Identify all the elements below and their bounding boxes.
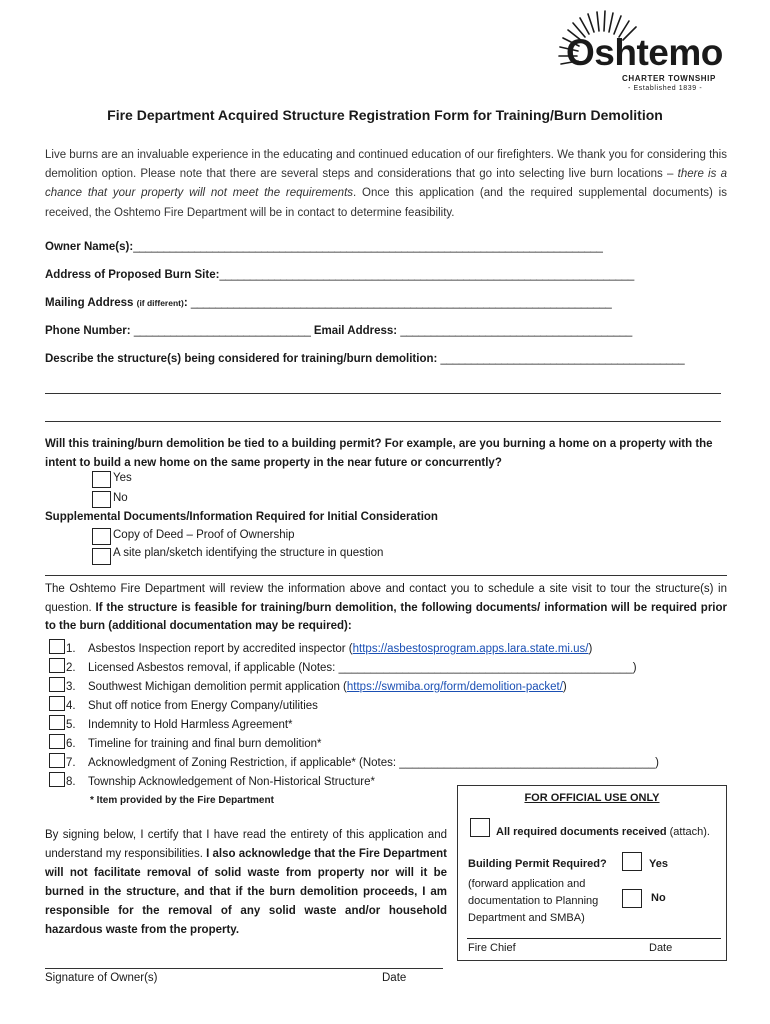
- required-item: [66, 757, 659, 769]
- intro-text-end: . Once this application (and the required supplemental documents) is received, the Oshtemo Fire Department will be in contact to determine feasibility.: [45, 187, 727, 219]
- fire-dept-note: * Item provided by the Fire Department: [90, 795, 274, 806]
- item-1-checkbox[interactable]: [49, 639, 65, 654]
- mailing-address-field[interactable]: Mailing Address (if different): _____________________________________________________________________: [45, 297, 612, 309]
- item-text: Shut off notice from Energy Company/utilities: [88, 700, 318, 712]
- item-tail: ): [562, 681, 567, 693]
- official-use-box: [457, 785, 727, 961]
- owner-name-field[interactable]: Owner Name(s):_____________________________________________________________________________: [45, 241, 603, 253]
- review-bold-text: If the structure is feasible for training/burn demolition, the following documents/ information will be required prior to the burn (additional documentation may be required):: [45, 601, 727, 632]
- permit-yes-checkbox[interactable]: [92, 471, 111, 488]
- deed-checkbox[interactable]: [92, 528, 111, 545]
- permit-no-text: No: [651, 892, 666, 904]
- describe-structure-field[interactable]: Describe the structure(s) being considered for training/burn demolition: ________________________________________: [45, 353, 685, 365]
- item-number: 1.: [66, 643, 76, 655]
- mailing-address-label: Mailing Address: [45, 297, 134, 309]
- logo-wordmark: Oshtemo: [566, 32, 723, 73]
- signature-date-label: Date: [382, 972, 407, 984]
- required-item: [66, 738, 322, 750]
- site-plan-label: A site plan/sketch identifying the structure in question: [113, 547, 384, 559]
- email-label: Email Address: [313, 325, 394, 337]
- item-text: Asbestos Inspection report by accredited inspector (: [88, 643, 353, 655]
- required-item: [66, 643, 592, 655]
- burn-site-address-label: Address of Proposed Burn Site: [45, 269, 216, 281]
- docs-received-tail: (attach).: [666, 826, 710, 838]
- required-item: [66, 681, 567, 693]
- intro-text: Live burns are an invaluable experience in the educating and continued education of our firefighters. We thank you for considering this demolition option. Please note that there are several steps and considerations that go into selecting live burn locations –: [45, 149, 727, 181]
- fire-chief-line[interactable]: [467, 938, 721, 939]
- form-title: Fire Department Acquired Structure Registration Form for Training/Burn Demolition: [107, 107, 663, 123]
- required-item: [66, 700, 318, 712]
- item-number: 5.: [66, 719, 76, 731]
- permit-yes-label: Yes: [113, 472, 132, 484]
- item-tail: ): [588, 643, 593, 655]
- item-3-checkbox[interactable]: [49, 677, 65, 692]
- item-number: 2.: [66, 662, 76, 674]
- demolition-permit-link[interactable]: https://swmiba.org/form/demolition-packet/: [346, 681, 563, 693]
- item-text: Acknowledgment of Zoning Restriction, if applicable* (Notes: ________________________________________): [88, 757, 659, 769]
- asbestos-link[interactable]: https://asbestosprogram.apps.lara.state.mi.us/: [352, 643, 589, 655]
- logo-established: - Established 1839 -: [628, 85, 703, 92]
- site-plan-checkbox[interactable]: [92, 548, 111, 565]
- permit-yes-text: Yes: [649, 858, 668, 870]
- required-item: [66, 719, 293, 731]
- item-7-checkbox[interactable]: [49, 753, 65, 768]
- signature-line[interactable]: [45, 968, 443, 969]
- docs-received-label: All required documents received: [496, 826, 667, 838]
- item-5-checkbox[interactable]: [49, 715, 65, 730]
- fire-chief-label: Fire Chief: [468, 942, 516, 954]
- item-6-checkbox[interactable]: [49, 734, 65, 749]
- certify-bold-text: I also acknowledge that the Fire Department will not facilitate removal of solid waste from property nor will it be burned in the structure, and that if the burn demolition proceeds, I am responsible for the removal of any solid waste and/or household hazardous waste from the property.: [45, 848, 448, 936]
- describe-line-2[interactable]: [45, 393, 721, 394]
- required-item: [66, 662, 637, 674]
- intro-paragraph: [45, 146, 727, 223]
- item-text: Indemnity to Hold Harmless Agreement*: [88, 719, 293, 731]
- certification-paragraph: [45, 826, 447, 940]
- signature-label: Signature of Owner(s): [45, 972, 158, 984]
- permit-no-label: No: [113, 492, 128, 504]
- describe-structure-label: Describe the structure(s) being considered for training/burn demolition: [45, 353, 434, 365]
- item-number: 4.: [66, 700, 76, 712]
- mailing-address-note: (if different): [136, 298, 184, 308]
- official-date-label: Date: [649, 942, 673, 954]
- item-number: 3.: [66, 681, 76, 693]
- section-divider: [45, 575, 727, 576]
- item-text: Southwest Michigan demolition permit application (: [88, 681, 347, 693]
- certify-text: By signing below, I certify that I have read the entirety of this application and understand my responsibilities.: [45, 829, 447, 860]
- phone-label: Phone Number: [45, 325, 127, 337]
- item-number: 7.: [66, 757, 76, 769]
- building-permit-label: Building Permit Required?: [468, 858, 607, 870]
- burn-site-address-field[interactable]: Address of Proposed Burn Site:____________________________________________________________________: [45, 269, 634, 281]
- owner-name-label: Owner Name(s): [45, 241, 130, 253]
- docs-received-text: [496, 826, 710, 838]
- permit-question: Will this training/burn demolition be tied to a building permit? For example, are you burning a home on a property with the intent to build a new home on the same property in the near future or concurrently?: [45, 438, 713, 469]
- permit-no-checkbox[interactable]: [92, 491, 111, 508]
- item-4-checkbox[interactable]: [49, 696, 65, 711]
- item-number: 6.: [66, 738, 76, 750]
- review-text: The Oshtemo Fire Department will review the information above and contact you to schedule a site visit to tour the structure(s) in question.: [45, 583, 727, 614]
- permit-yes-tail: (forward application and documentation to Planning Department and SMBA): [468, 878, 599, 924]
- docs-received-checkbox[interactable]: [470, 818, 490, 837]
- supplemental-heading: Supplemental Documents/Information Required for Initial Consideration: [45, 511, 438, 523]
- phone-email-field[interactable]: Phone Number: _____________________________ Email Address: ______________________________________: [45, 325, 632, 337]
- item-text: Township Acknowledgement of Non-Historical Structure*: [88, 776, 375, 788]
- logo-subtitle: CHARTER TOWNSHIP: [622, 74, 716, 83]
- item-2-checkbox[interactable]: [49, 658, 65, 673]
- item-text: Licensed Asbestos removal, if applicable (Notes: ______________________________________________): [88, 662, 637, 674]
- intro-italic: there is a chance that your property will not meet the requirements: [45, 168, 727, 200]
- permit-required-yes-checkbox[interactable]: [622, 852, 642, 871]
- item-8-checkbox[interactable]: [49, 772, 65, 787]
- item-number: 8.: [66, 776, 76, 788]
- deed-label: Copy of Deed – Proof of Ownership: [113, 529, 295, 541]
- required-item: [66, 776, 375, 788]
- item-text: Timeline for training and final burn demolition*: [88, 738, 322, 750]
- permit-required-no-checkbox[interactable]: [622, 889, 642, 908]
- official-use-title: FOR OFFICIAL USE ONLY: [524, 792, 660, 804]
- describe-line-3[interactable]: [45, 421, 721, 422]
- review-paragraph: [45, 580, 727, 636]
